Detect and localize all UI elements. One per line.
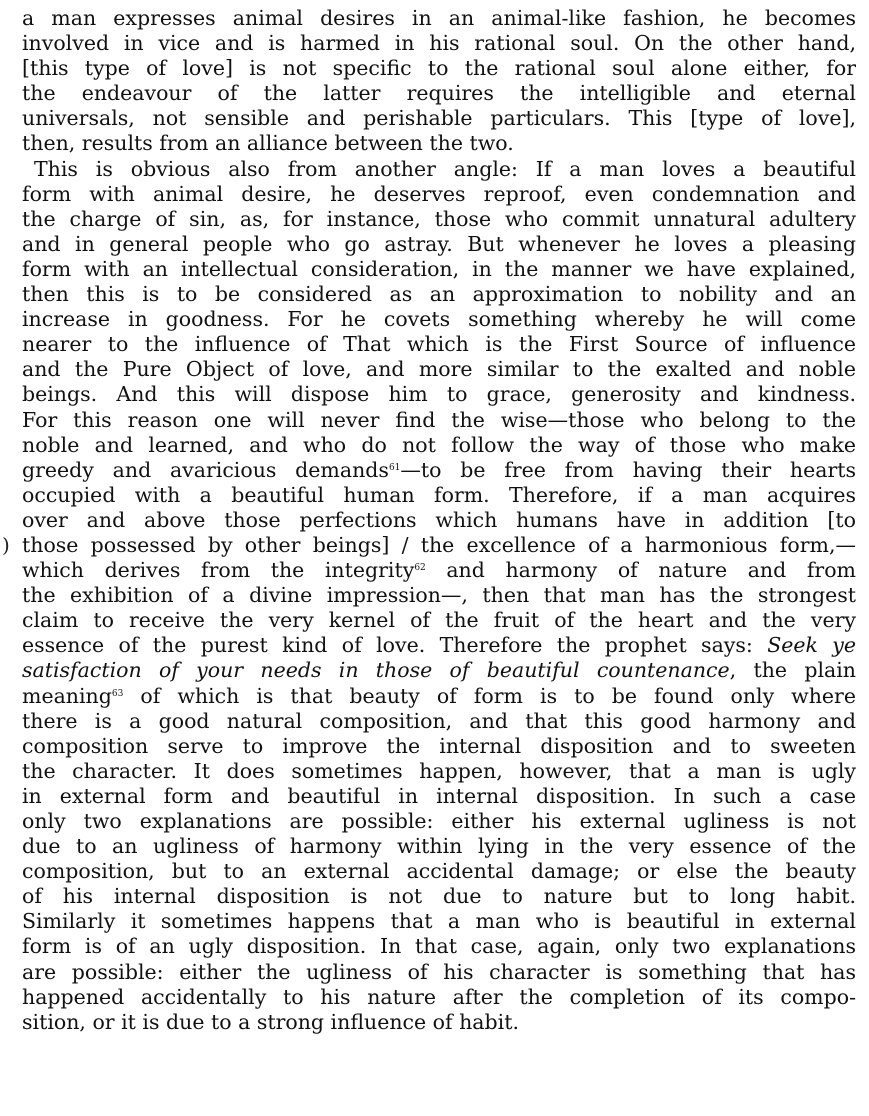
- text-line: the character. It does sometimes happen, however, that a man is ugly: [22, 758, 856, 783]
- text-line: form with animal desire, he deserves reproof, even condemnation and: [22, 181, 856, 206]
- text-line: and in general people who go astray. But whenever he loves a pleasing: [22, 231, 856, 256]
- text-line: form with an intellectual consideration, in the manner we have explained,: [22, 256, 856, 281]
- text-line: universals, not sensible and perishable particulars. This [type of love],: [22, 106, 856, 131]
- text-line: [22, 558, 856, 583]
- text-line: [22, 458, 856, 483]
- line-text: , the plain: [729, 658, 856, 683]
- text-line: increase in goodness. For he covets something whereby he will come: [22, 307, 856, 332]
- text-line: [22, 633, 856, 658]
- paragraph-2: [2, 156, 856, 1035]
- text-line: of his internal disposition is not due to nature but to long habit.: [22, 884, 856, 909]
- text-line: then this is to be considered as an approximation to nobility and an: [22, 282, 856, 307]
- line-text: those possessed by other beings] / the excellence of a harmonious form,—: [22, 532, 856, 557]
- text-line: the charge of sin, as, for instance, those who commit unnatural adultery: [22, 206, 856, 231]
- text-line: occupied with a beautiful human form. Therefore, if a man acquires: [22, 482, 856, 507]
- text-line: in external form and beautiful in internal disposition. In such a case: [22, 783, 856, 808]
- text-line: [this type of love] is not specific to the rational soul alone either, for: [22, 56, 856, 81]
- quotation-italic: satisfaction of your needs in those of beautiful countenance: [22, 658, 730, 683]
- text-line: sition, or it is due to a strong influence of habit.: [22, 1009, 519, 1034]
- text-line: noble and learned, and who do not follow the way of those who make: [22, 432, 856, 457]
- text-line: and the Pure Object of love, and more similar to the exalted and noble: [22, 357, 856, 382]
- line-text: and harmony of nature and from: [425, 558, 856, 583]
- text-line: [22, 658, 856, 683]
- text-line: are possible: either the ugliness of his character is something that has: [22, 959, 856, 984]
- text-line: there is a good natural composition, and that this good harmony and: [22, 708, 856, 733]
- text-line: then, results from an alliance between the two.: [22, 131, 514, 156]
- text-line: Similarly it sometimes happens that a man who is beautiful in external: [22, 909, 856, 934]
- paragraph-1: [22, 6, 856, 157]
- text-line: happened accidentally to his nature after the completion of its compo-: [22, 984, 856, 1009]
- line-text: essence of the purest kind of love. Therefore the prophet says:: [22, 633, 768, 658]
- text-line: only two explanations are possible: either his external ugliness is not: [22, 809, 856, 833]
- footnote-ref-63: 63: [111, 688, 124, 699]
- text-line: [22, 684, 856, 709]
- text-line: the endeavour of the latter requires the intelligible and eternal: [22, 81, 856, 106]
- line-text: —to be free from having their hearts: [400, 457, 856, 482]
- quotation-italic: Seek ye: [767, 633, 856, 658]
- text-line: a man expresses animal desires in an animal-like fashion, he becomes: [22, 6, 856, 30]
- text-line: beings. And this will dispose him to grace, generosity and kindness.: [22, 382, 856, 407]
- footnote-ref-62: 62: [414, 563, 426, 574]
- line-text: which derives from the integrity: [22, 558, 415, 583]
- margin-mark: ): [2, 532, 10, 557]
- line-text: greedy and avaricious demands: [22, 457, 389, 482]
- footnote-ref-61: 61: [388, 462, 401, 473]
- text-line: due to an ugliness of harmony within lying in the very essence of the: [22, 834, 856, 859]
- text-line: the exhibition of a divine impression—, then that man has the strongest: [22, 583, 856, 608]
- text-line: composition, but to an external accidental damage; or else the beauty: [22, 859, 856, 884]
- text-line: form is of an ugly disposition. In that case, again, only two explanations: [22, 934, 856, 959]
- text-line: For this reason one will never find the wise—those who belong to the: [22, 407, 856, 432]
- line-text: meaning: [22, 683, 112, 708]
- line-text: of which is that beauty of form is to be found only where: [123, 683, 856, 708]
- text-line: [2, 532, 856, 558]
- text-line: involved in vice and is harmed in his rational soul. On the other hand,: [22, 31, 856, 56]
- document-page: [2, 6, 856, 1035]
- text-line: This is obvious also from another angle: If a man loves a beautiful: [34, 156, 856, 181]
- text-line: composition serve to improve the internal disposition and to sweeten: [22, 733, 856, 758]
- text-line: claim to receive the very kernel of the fruit of the heart and the very: [22, 608, 856, 633]
- text-line: over and above those perfections which humans have in addition [to: [22, 507, 856, 532]
- text-line: nearer to the influence of That which is the First Source of influence: [22, 332, 856, 357]
